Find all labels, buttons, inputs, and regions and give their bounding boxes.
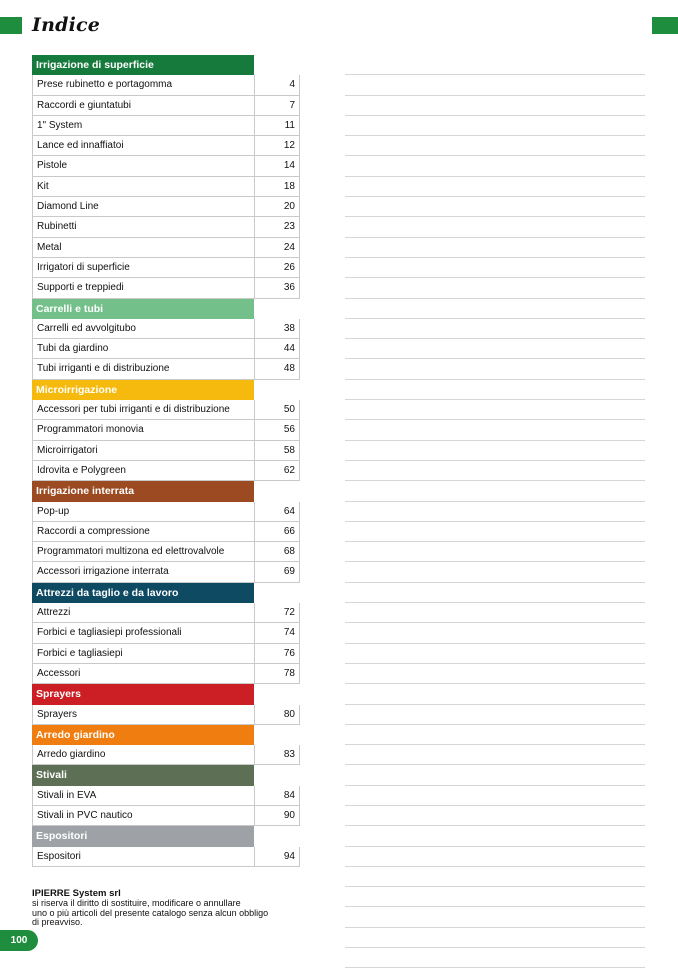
note-line: [345, 359, 645, 379]
section-header: [32, 826, 300, 846]
index-row: [32, 217, 300, 237]
index-row: [32, 522, 300, 542]
index-row: [32, 75, 300, 95]
index-row: [32, 339, 300, 359]
index-item-page: 64: [254, 502, 300, 522]
note-line: [345, 258, 645, 278]
note-line: [345, 786, 645, 806]
note-line: [345, 745, 645, 765]
index-row: [32, 664, 300, 684]
note-line: [345, 420, 645, 440]
section-header: [32, 299, 300, 319]
note-line: [345, 644, 645, 664]
section-spacer: [254, 765, 300, 785]
notes-lines: [345, 55, 645, 968]
index-item-label: Pistole: [32, 156, 254, 176]
index-row: [32, 786, 300, 806]
index-row: [32, 623, 300, 643]
section-header: [32, 55, 300, 75]
section-title: Sprayers: [32, 684, 254, 704]
section-header: [32, 765, 300, 785]
index-row: [32, 502, 300, 522]
index-item-page: 58: [254, 441, 300, 461]
section-spacer: [254, 299, 300, 319]
note-line: [345, 684, 645, 704]
note-line: [345, 562, 645, 582]
section-title: Attrezzi da taglio e da lavoro: [32, 583, 254, 603]
note-line: [345, 806, 645, 826]
note-line: [345, 461, 645, 481]
index-item-label: Tubi irriganti e di distribuzione: [32, 359, 254, 379]
index-item-page: 94: [254, 847, 300, 867]
index-item-page: 66: [254, 522, 300, 542]
note-line: [345, 156, 645, 176]
index-row: [32, 359, 300, 379]
index-item-page: 7: [254, 96, 300, 116]
index-item-label: Pop-up: [32, 502, 254, 522]
note-line: [345, 238, 645, 258]
section-title: Stivali: [32, 765, 254, 785]
note-line: [345, 400, 645, 420]
index-row: [32, 319, 300, 339]
index-item-page: 69: [254, 562, 300, 582]
section-header: [32, 481, 300, 501]
index-item-label: 1" System: [32, 116, 254, 136]
note-line: [345, 583, 645, 603]
index-item-page: 83: [254, 745, 300, 765]
index-item-label: Kit: [32, 177, 254, 197]
index-item-label: Supporti e treppiedi: [32, 278, 254, 298]
section-spacer: [254, 481, 300, 501]
index-row: [32, 420, 300, 440]
index-row: [32, 116, 300, 136]
section-spacer: [254, 380, 300, 400]
note-line: [345, 948, 645, 968]
index-item-page: 12: [254, 136, 300, 156]
index-item-page: 14: [254, 156, 300, 176]
index-item-page: 50: [254, 400, 300, 420]
index-table: [32, 55, 300, 867]
index-item-page: 36: [254, 278, 300, 298]
note-line: [345, 177, 645, 197]
section-title: Espositori: [32, 826, 254, 846]
note-line: [345, 197, 645, 217]
note-line: [345, 603, 645, 623]
note-line: [345, 55, 645, 75]
index-item-label: Accessori: [32, 664, 254, 684]
note-line: [345, 380, 645, 400]
index-item-label: Raccordi e giuntatubi: [32, 96, 254, 116]
section-title: Microirrigazione: [32, 380, 254, 400]
index-row: [32, 562, 300, 582]
index-item-label: Espositori: [32, 847, 254, 867]
index-row: [32, 258, 300, 278]
index-item-label: Idrovita e Polygreen: [32, 461, 254, 481]
page-title: Indice: [32, 14, 101, 36]
index-row: [32, 705, 300, 725]
note-line: [345, 847, 645, 867]
note-line: [345, 907, 645, 927]
note-line: [345, 217, 645, 237]
footer: [32, 889, 312, 928]
index-row: [32, 461, 300, 481]
index-row: [32, 156, 300, 176]
index-row: [32, 806, 300, 826]
note-line: [345, 623, 645, 643]
index-item-page: 74: [254, 623, 300, 643]
note-line: [345, 339, 645, 359]
index-item-page: 4: [254, 75, 300, 95]
index-item-label: Forbici e tagliasiepi: [32, 644, 254, 664]
index-item-page: 68: [254, 542, 300, 562]
section-header: [32, 583, 300, 603]
index-item-page: 84: [254, 786, 300, 806]
note-line: [345, 96, 645, 116]
index-row: [32, 136, 300, 156]
section-title: Carrelli e tubi: [32, 299, 254, 319]
note-line: [345, 705, 645, 725]
index-item-label: Arredo giardino: [32, 745, 254, 765]
index-item-page: 26: [254, 258, 300, 278]
index-item-page: 72: [254, 603, 300, 623]
note-line: [345, 867, 645, 887]
note-line: [345, 542, 645, 562]
section-spacer: [254, 826, 300, 846]
note-line: [345, 116, 645, 136]
index-item-page: 76: [254, 644, 300, 664]
index-item-label: Diamond Line: [32, 197, 254, 217]
index-item-page: 11: [254, 116, 300, 136]
section-spacer: [254, 583, 300, 603]
index-row: [32, 603, 300, 623]
section-spacer: [254, 684, 300, 704]
note-line: [345, 278, 645, 298]
index-item-page: 23: [254, 217, 300, 237]
index-item-page: 56: [254, 420, 300, 440]
note-line: [345, 75, 645, 95]
company-name: IPIERRE System srl: [32, 888, 121, 899]
index-item-label: Accessori irrigazione interrata: [32, 562, 254, 582]
index-row: [32, 177, 300, 197]
index-item-label: Microirrigatori: [32, 441, 254, 461]
index-row: [32, 197, 300, 217]
index-item-label: Sprayers: [32, 705, 254, 725]
section-title: Irrigazione di superficie: [32, 55, 254, 75]
index-item-label: Forbici e tagliasiepi professionali: [32, 623, 254, 643]
index-row: [32, 441, 300, 461]
section-spacer: [254, 725, 300, 745]
index-row: [32, 400, 300, 420]
header-tab-left: [0, 17, 22, 34]
section-title: Irrigazione interrata: [32, 481, 254, 501]
section-header: [32, 380, 300, 400]
section-header: [32, 684, 300, 704]
index-item-label: Lance ed innaffiatoi: [32, 136, 254, 156]
section-title: Arredo giardino: [32, 725, 254, 745]
index-row: [32, 542, 300, 562]
note-line: [345, 136, 645, 156]
index-row: [32, 96, 300, 116]
note-line: [345, 481, 645, 501]
note-line: [345, 319, 645, 339]
note-line: [345, 299, 645, 319]
index-item-label: Rubinetti: [32, 217, 254, 237]
index-item-page: 44: [254, 339, 300, 359]
section-spacer: [254, 55, 300, 75]
index-item-page: 80: [254, 705, 300, 725]
index-item-label: Irrigatori di superficie: [32, 258, 254, 278]
index-item-page: 18: [254, 177, 300, 197]
index-item-label: Metal: [32, 238, 254, 258]
index-row: [32, 847, 300, 867]
index-row: [32, 278, 300, 298]
index-item-label: Attrezzi: [32, 603, 254, 623]
index-item-label: Stivali in PVC nautico: [32, 806, 254, 826]
note-line: [345, 441, 645, 461]
index-item-label: Prese rubinetto e portagomma: [32, 75, 254, 95]
note-line: [345, 725, 645, 745]
note-line: [345, 664, 645, 684]
index-row: [32, 745, 300, 765]
index-item-label: Raccordi a compressione: [32, 522, 254, 542]
index-item-label: Stivali in EVA: [32, 786, 254, 806]
index-row: [32, 238, 300, 258]
note-line: [345, 887, 645, 907]
index-item-page: 78: [254, 664, 300, 684]
index-item-label: Programmatori monovia: [32, 420, 254, 440]
index-item-page: 62: [254, 461, 300, 481]
header-tab-right: [652, 17, 678, 34]
index-item-page: 24: [254, 238, 300, 258]
index-item-page: 90: [254, 806, 300, 826]
note-line: [345, 928, 645, 948]
page-number: 100: [0, 930, 38, 951]
section-header: [32, 725, 300, 745]
index-row: [32, 644, 300, 664]
note-line: [345, 502, 645, 522]
note-line: [345, 765, 645, 785]
index-item-label: Accessori per tubi irriganti e di distribuzione: [32, 400, 254, 420]
note-line: [345, 522, 645, 542]
note-line: [345, 826, 645, 846]
index-item-label: Carrelli ed avvolgitubo: [32, 319, 254, 339]
disclaimer-text: si riserva il diritto di sostituire, modificare o annullare uno o più articoli del presente catalogo senza alcun obbligo di preavviso.: [32, 898, 269, 927]
index-item-page: 20: [254, 197, 300, 217]
index-item-label: Programmatori multizona ed elettrovalvole: [32, 542, 254, 562]
index-item-page: 48: [254, 359, 300, 379]
index-item-label: Tubi da giardino: [32, 339, 254, 359]
index-item-page: 38: [254, 319, 300, 339]
